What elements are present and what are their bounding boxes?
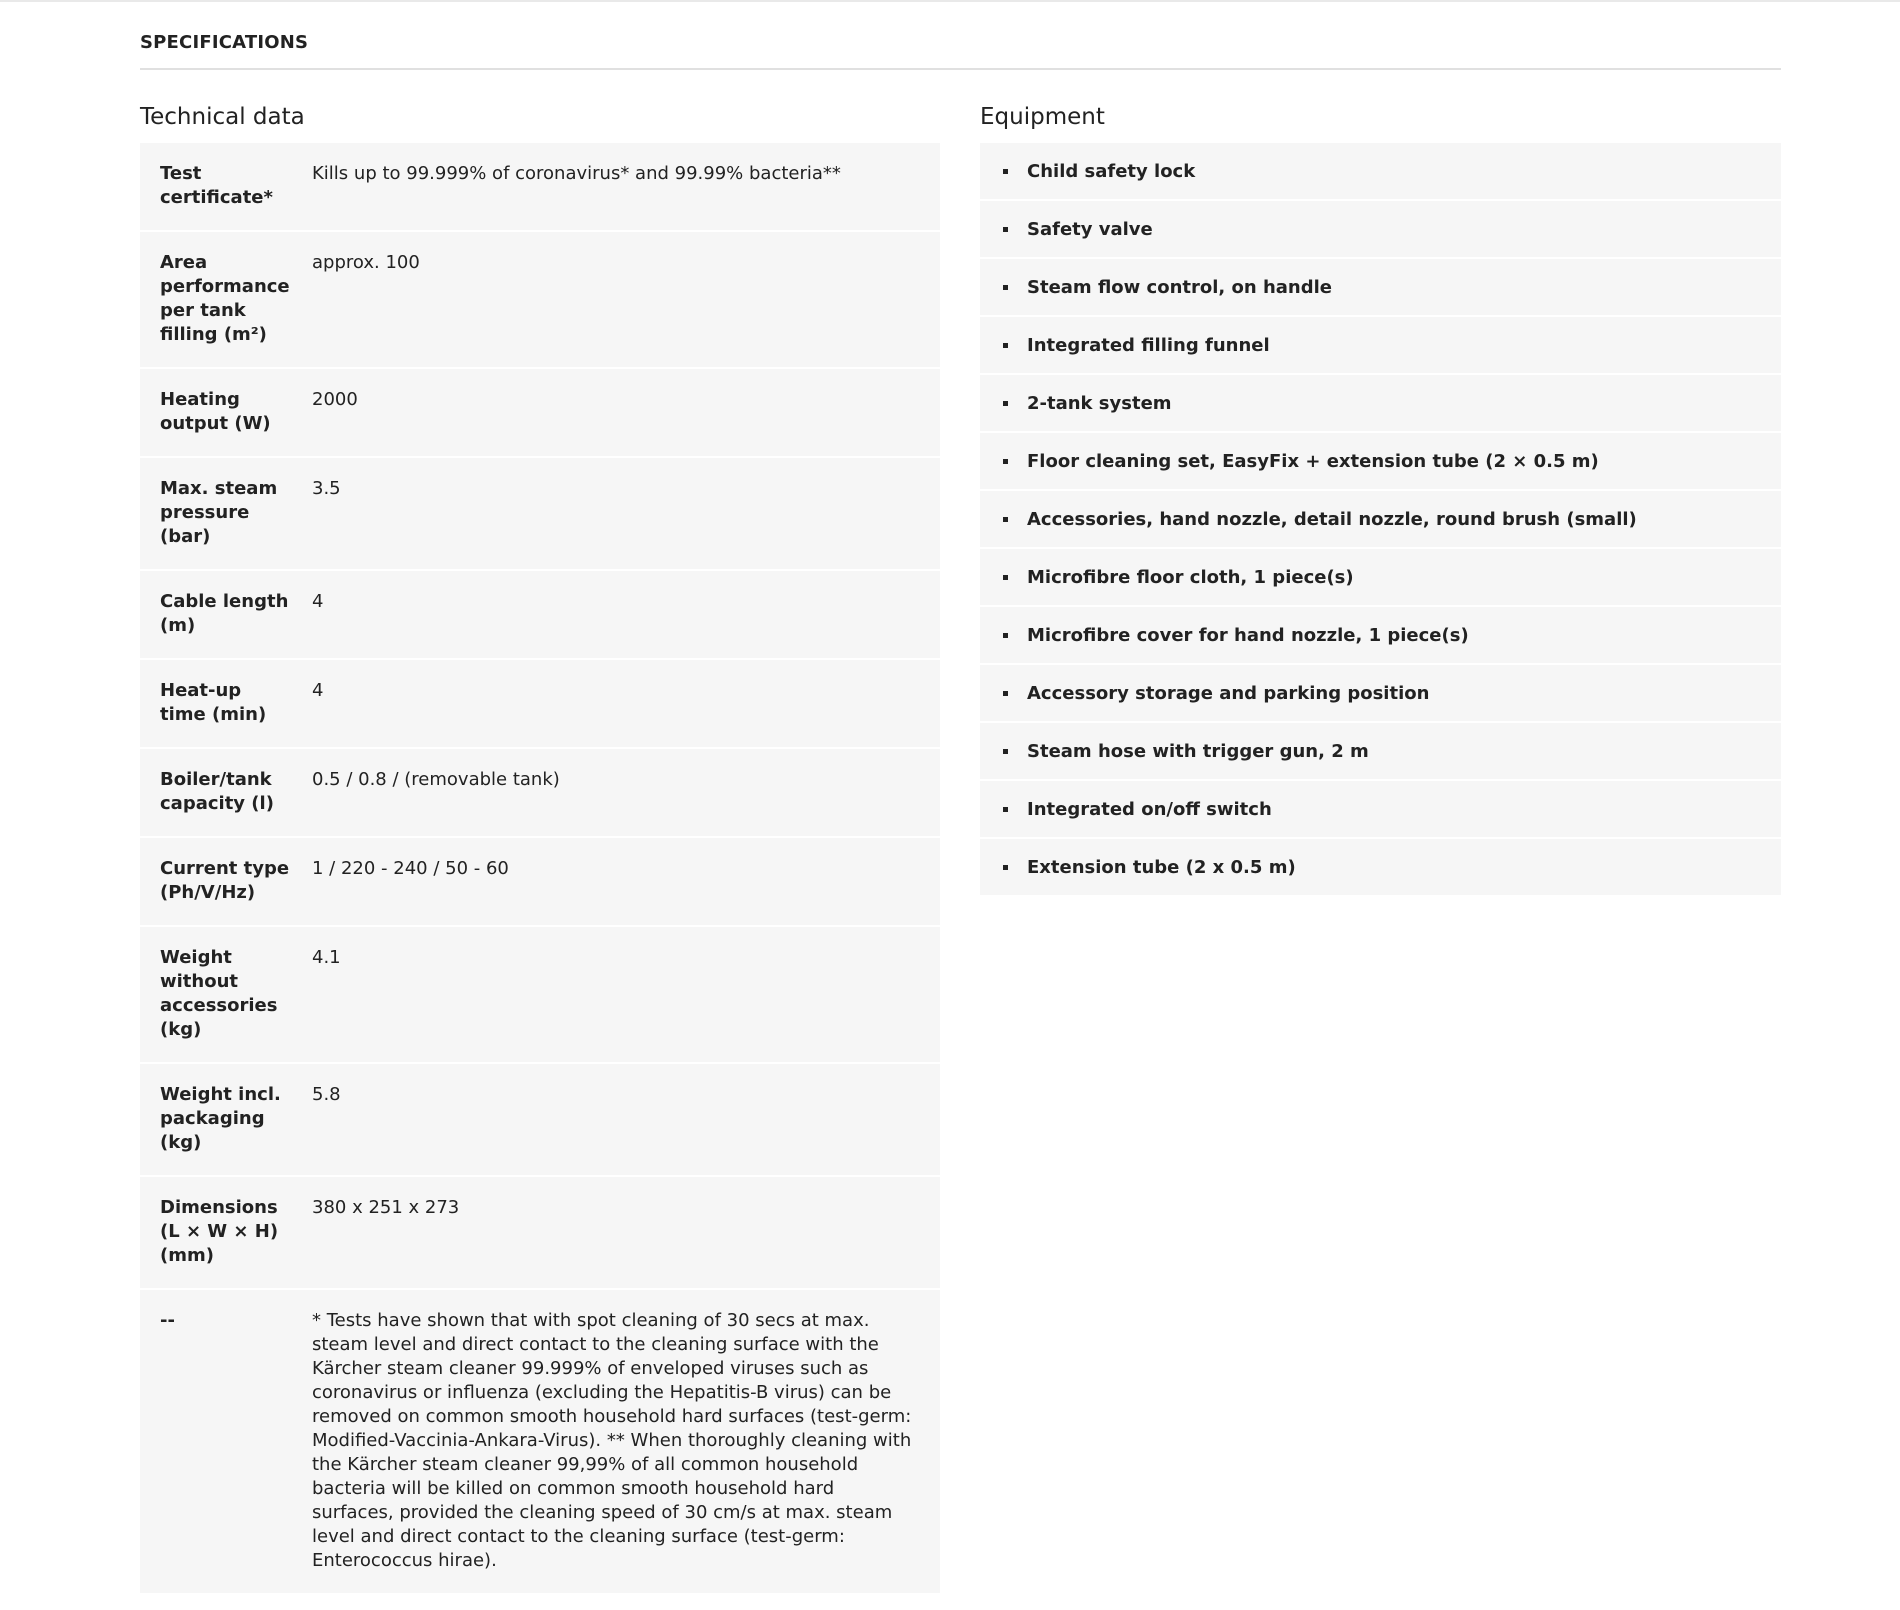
list-item bbox=[980, 259, 1781, 315]
list-item bbox=[980, 549, 1781, 605]
equipment-item-label: Accessory storage and parking position bbox=[1027, 682, 1430, 704]
equipment-item-label: Steam hose with trigger gun, 2 m bbox=[1027, 740, 1369, 762]
spec-label: Test certificate* bbox=[140, 143, 292, 230]
table-row bbox=[140, 232, 940, 367]
spec-value: 2000 bbox=[292, 369, 940, 456]
spec-label: Area performance per tank filling (m²) bbox=[140, 232, 292, 367]
bullet-icon bbox=[1003, 343, 1008, 348]
list-item bbox=[980, 375, 1781, 431]
table-row bbox=[140, 749, 940, 836]
table-row bbox=[140, 660, 940, 747]
spec-label: Heat-up time (min) bbox=[140, 660, 292, 747]
spec-footnote: * Tests have shown that with spot cleaning of 30 secs at max. steam level and direct contact to the cleaning surface with the Kärcher steam cleaner 99.999% of enveloped viruses such as coronavirus or influenza (excluding the Hepatitis-B virus) can be removed on common smooth household hard surfaces (test-germ: Modified-Vaccinia-Ankara-Virus). ** When thoroughly cleaning with the Kärcher steam cleaner 99,99% of all common household bacteria will be killed on common smooth household hard surfaces, provided the cleaning speed of 30 cm/s at max. steam level and direct contact to the cleaning surface (test-germ: Enterococcus hirae). bbox=[292, 1290, 940, 1593]
equipment-heading: Equipment bbox=[980, 104, 1105, 130]
spec-value: 3.5 bbox=[292, 458, 940, 569]
bullet-icon bbox=[1003, 517, 1008, 522]
list-item bbox=[980, 317, 1781, 373]
list-item bbox=[980, 839, 1781, 895]
spec-value: 0.5 / 0.8 / (removable tank) bbox=[292, 749, 940, 836]
table-row bbox=[140, 143, 940, 230]
bullet-icon bbox=[1003, 169, 1008, 174]
list-item bbox=[980, 781, 1781, 837]
spec-value: 5.8 bbox=[292, 1064, 940, 1175]
spec-value: 1 / 220 - 240 / 50 - 60 bbox=[292, 838, 940, 925]
equipment-item-label: Microfibre floor cloth, 1 piece(s) bbox=[1027, 566, 1354, 588]
spec-value: Kills up to 99.999% of coronavirus* and 99.99% bacteria** bbox=[292, 143, 940, 230]
spec-value: 4.1 bbox=[292, 927, 940, 1062]
top-divider bbox=[0, 0, 1900, 2]
equipment-item-label: Extension tube (2 x 0.5 m) bbox=[1027, 856, 1296, 878]
bullet-icon bbox=[1003, 401, 1008, 406]
list-item bbox=[980, 433, 1781, 489]
list-item bbox=[980, 201, 1781, 257]
equipment-item-label: Microfibre cover for hand nozzle, 1 piece(s) bbox=[1027, 624, 1469, 646]
spec-label: Max. steam pressure (bar) bbox=[140, 458, 292, 569]
spec-value: 4 bbox=[292, 660, 940, 747]
table-row bbox=[140, 1177, 940, 1288]
technical-data-heading: Technical data bbox=[140, 104, 305, 130]
technical-data-column bbox=[140, 102, 940, 1595]
list-item bbox=[980, 607, 1781, 663]
bullet-icon bbox=[1003, 807, 1008, 812]
specifications-header bbox=[140, 30, 1781, 70]
bullet-icon bbox=[1003, 575, 1008, 580]
spec-label: Boiler/tank capacity (l) bbox=[140, 749, 292, 836]
spec-label: -- bbox=[140, 1290, 292, 1593]
spec-label: Dimensions (L × W × H) (mm) bbox=[140, 1177, 292, 1288]
bullet-icon bbox=[1003, 749, 1008, 754]
equipment-item-label: Floor cleaning set, EasyFix + extension tube (2 × 0.5 m) bbox=[1027, 450, 1599, 472]
spec-value: 4 bbox=[292, 571, 940, 658]
equipment-item-label: Safety valve bbox=[1027, 218, 1153, 240]
list-item bbox=[980, 665, 1781, 721]
equipment-item-label: Child safety lock bbox=[1027, 160, 1196, 182]
equipment-item-label: Integrated on/off switch bbox=[1027, 798, 1272, 820]
equipment-column bbox=[980, 102, 1781, 897]
table-row bbox=[140, 1290, 940, 1593]
bullet-icon bbox=[1003, 285, 1008, 290]
bullet-icon bbox=[1003, 633, 1008, 638]
list-item bbox=[980, 723, 1781, 779]
list-item bbox=[980, 491, 1781, 547]
bullet-icon bbox=[1003, 459, 1008, 464]
bullet-icon bbox=[1003, 227, 1008, 232]
spec-label: Heating output (W) bbox=[140, 369, 292, 456]
spec-label: Current type (Ph/V/Hz) bbox=[140, 838, 292, 925]
bullet-icon bbox=[1003, 691, 1008, 696]
equipment-list bbox=[980, 143, 1781, 895]
technical-data-table bbox=[140, 141, 940, 1595]
spec-label: Weight incl. packaging (kg) bbox=[140, 1064, 292, 1175]
equipment-item-label: Steam flow control, on handle bbox=[1027, 276, 1333, 298]
spec-value: approx. 100 bbox=[292, 232, 940, 367]
table-row bbox=[140, 1064, 940, 1175]
equipment-item-label: Accessories, hand nozzle, detail nozzle, round brush (small) bbox=[1027, 508, 1637, 530]
spec-label: Weight without accessories (kg) bbox=[140, 927, 292, 1062]
table-row bbox=[140, 838, 940, 925]
table-row bbox=[140, 571, 940, 658]
bullet-icon bbox=[1003, 865, 1008, 870]
list-item bbox=[980, 143, 1781, 199]
spec-label: Cable length (m) bbox=[140, 571, 292, 658]
spec-value: 380 x 251 x 273 bbox=[292, 1177, 940, 1288]
section-title: SPECIFICATIONS bbox=[140, 32, 309, 53]
equipment-item-label: Integrated filling funnel bbox=[1027, 334, 1270, 356]
table-row bbox=[140, 369, 940, 456]
table-row bbox=[140, 458, 940, 569]
equipment-item-label: 2-tank system bbox=[1027, 392, 1172, 414]
table-row bbox=[140, 927, 940, 1062]
